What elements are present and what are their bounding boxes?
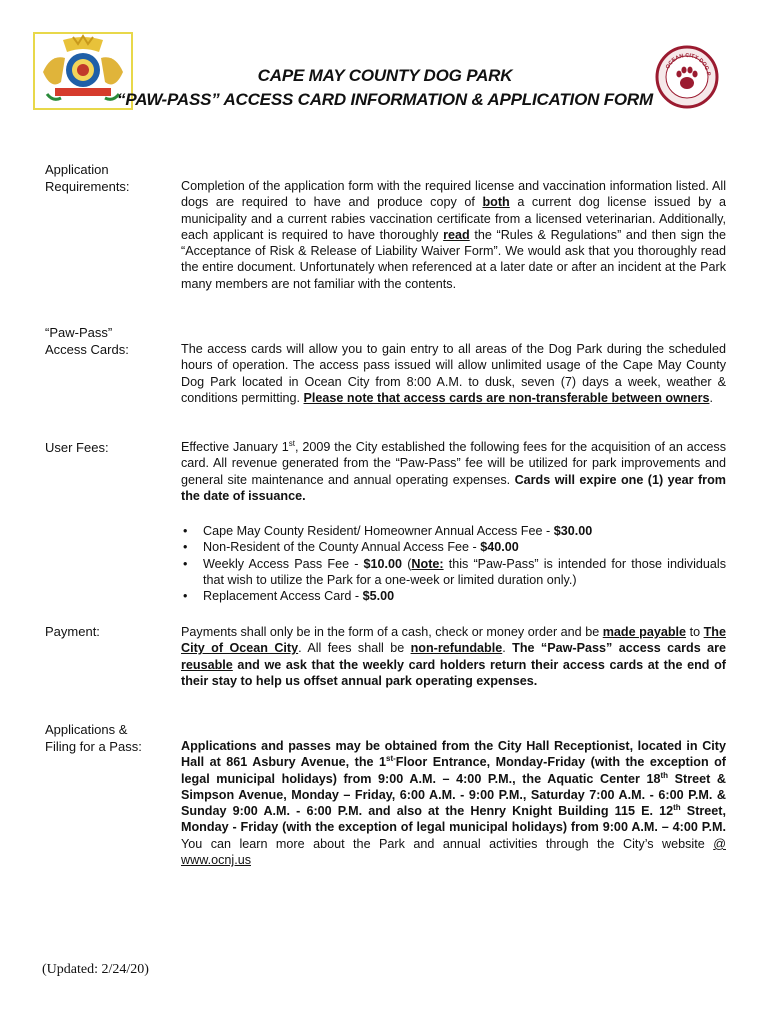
fee-item-weekly: • Weekly Access Pass Fee - $10.00 (Note: this “Paw-Pass” is intended for those individuals that wish to utilize the Park for a one-week or limited duration only.)	[181, 556, 726, 589]
badge-ring-text: OCEAN CITY DOG P	[664, 52, 711, 76]
page-subtitle: “PAW-PASS” ACCESS CARD INFORMATION & APPLICATION FORM	[117, 90, 653, 109]
updated-date: (Updated: 2/24/20)	[42, 962, 149, 977]
fee-item-nonresident: • Non-Resident of the County Annual Access Fee - $40.00	[181, 539, 726, 555]
fee-item-replacement: • Replacement Access Card - $5.00	[181, 588, 726, 604]
access-cards-label: “Paw-Pass” Access Cards:	[45, 325, 129, 357]
website-link[interactable]: @ www.ocnj.us	[181, 836, 726, 868]
page-title: CAPE MAY COUNTY DOG PARK	[257, 66, 513, 85]
fee-list	[181, 523, 726, 604]
user-fees-label: User Fees:	[45, 440, 109, 455]
filing-text: Applications and passes may be obtained from the City Hall Receptionist, located in City Hall at 861 Asbury Avenue, the $1^{st-}Floor$ Entrance, Monday-Friday (with the exception of legal municipal holidays) from 9:00 A.M. – 4:00 P.M., the Aquatic Center 18th Street & Simpson Avenue, Monday – Friday, 6:00 A.M. - 9:00 P.M., Saturday 7:00 A.M. - 6:00 P.M. & Sunday 9:00 A.M. - 6:00 P.M. and also at the Henry Knight Building 115 E. 12th Street, Monday - Friday (with the exception of legal municipal holidays) from 9:00 A.M. – 4:00 P.M. You can learn more about the Park and annual activities through the City’s website @ www.ocnj.us	[181, 739, 726, 868]
fee-item-resident: • Cape May County Resident/ Homeowner Annual Access Fee - $30.00	[181, 523, 726, 539]
requirements-label: Application Requirements:	[45, 162, 130, 194]
requirements-text: Completion of the application form with the required license and vaccination information listed. All dogs are required to have and produce copy of both a current dog license issued by a municipality and a current rabies vaccination certificate from a licensed veterinarian. Additionally, each applicant is required to have thoroughly read the “Rules & Regulations” and then sign the “Acceptance of Risk & Release of Liability Waiver Form”. We would ask that you thoroughly read the entire document. Unfortunately when referenced at a later date or after an incident at the Park many members are not familiar with the contents.	[181, 179, 726, 291]
user-fees-text: Effective January 1st, 2009 the City established the following fees for the acquisition of an access card. All revenue generated from the “Paw-Pass” fee will be utilized for park improvements and general site maintenance and annual operating expenses. Cards will expire one (1) year from the date of issuance.	[181, 438, 726, 503]
payment-text: Payments shall only be in the form of a cash, check or money order and be made payable to The City of Ocean City. All fees shall be non-refundable. The “Paw-Pass” access cards are reusable and we ask that the weekly card holders return their access cards at the end of their stay to help us offset annual park operating expenses.	[181, 625, 727, 688]
payment-label: Payment:	[45, 624, 100, 639]
filing-label: Applications & Filing for a Pass:	[45, 722, 142, 754]
access-cards-text: The access cards will allow you to gain entry to all areas of the Dog Park during the scheduled hours of operation. The access pass issued will allow unlimited usage of the Cape May County Dog Park located in Ocean City from 8:00 A.M. to dusk, seven (7) days a week, weather & conditions permitting. Please note that access cards are non-transferable between owners.	[181, 342, 726, 405]
